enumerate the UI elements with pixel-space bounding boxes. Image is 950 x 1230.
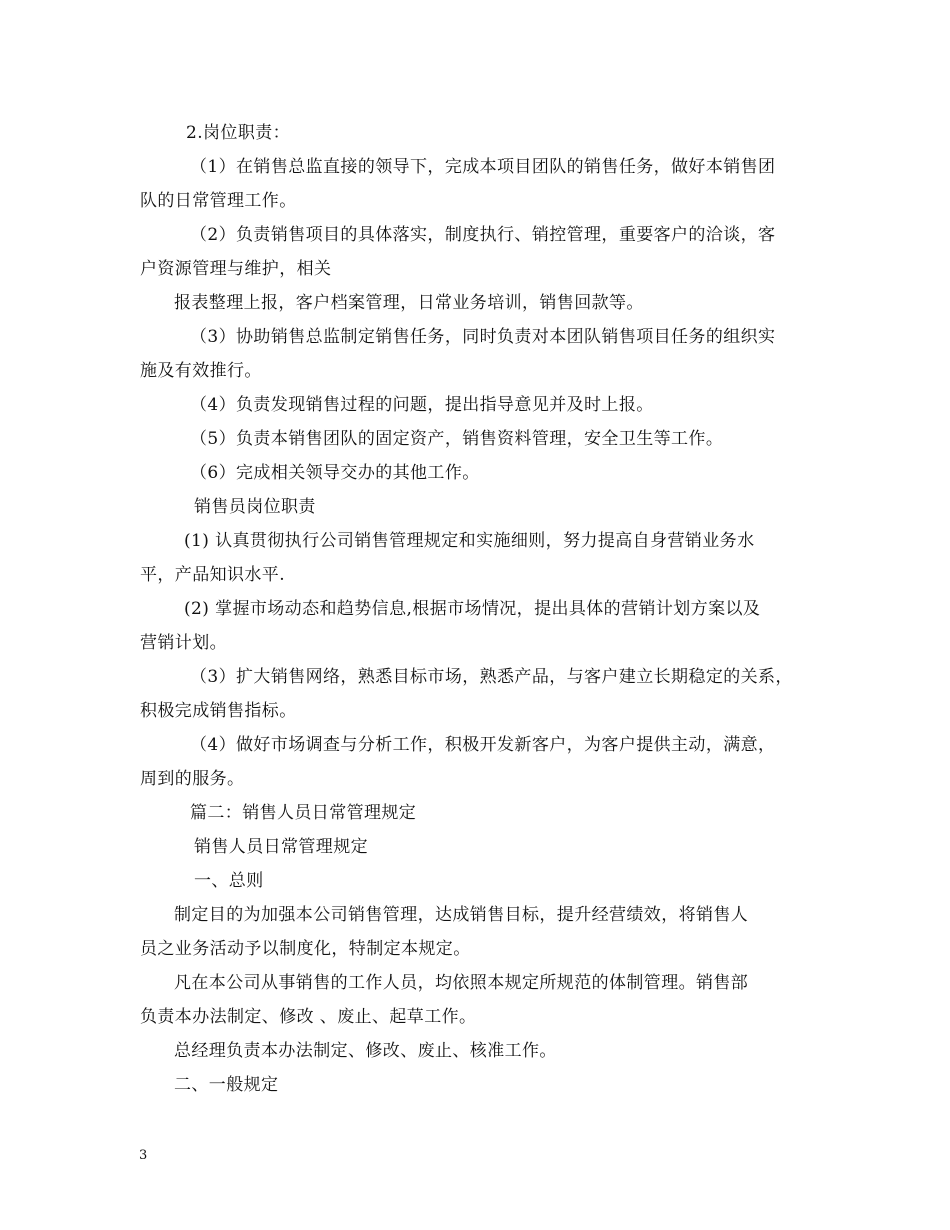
text-line: 负责本办法制定、修改 、废止、起草工作。 bbox=[140, 1007, 477, 1027]
text-line: 周到的服务。 bbox=[140, 769, 245, 789]
text-line: 销售员岗位职责 bbox=[194, 497, 316, 517]
text-line: (2) 掌握市场动态和趋势信息,根据市场情况，提出具体的营销计划方案以及 bbox=[184, 599, 761, 619]
text-line: 一、总则 bbox=[194, 871, 264, 891]
text-line: 篇二：销售人员日常管理规定 bbox=[190, 803, 417, 823]
text-line: 积极完成销售指标。 bbox=[140, 701, 297, 721]
text-line: 报表整理上报，客户档案管理，日常业务培训，销售回款等。 bbox=[174, 293, 644, 313]
text-line: 二、一般规定 bbox=[174, 1075, 279, 1095]
text-line: 队的日常管理工作。 bbox=[140, 191, 297, 211]
text-line: （1）在销售总监直接的领导下，完成本项目团队的销售任务，做好本销售团 bbox=[190, 157, 776, 177]
text-line: 平，产品知识水平. bbox=[140, 565, 286, 585]
text-line: （4）负责发现销售过程的问题，提出指导意见并及时上报。 bbox=[190, 395, 654, 415]
text-line: （2）负责销售项目的具体落实，制度执行、销控管理，重要客户的洽谈，客 bbox=[190, 225, 776, 245]
text-line: 凡在本公司从事销售的工作人员，均依照本规定所规范的体制管理。销售部 bbox=[174, 973, 749, 993]
text-line: 2.岗位职责： bbox=[186, 123, 291, 143]
text-line: （5）负责本销售团队的固定资产，销售资料管理，安全卫生等工作。 bbox=[190, 429, 724, 449]
text-line: 施及有效推行。 bbox=[140, 361, 262, 381]
text-line: 总经理负责本办法制定、修改、废止、核准工作。 bbox=[174, 1041, 557, 1061]
text-line: 营销计划。 bbox=[140, 633, 227, 653]
text-line: （3）扩大销售网络，熟悉目标市场，熟悉产品，与客户建立长期稳定的关系， bbox=[190, 667, 793, 687]
text-line: 员之业务活动予以制度化，特制定本规定。 bbox=[140, 939, 471, 959]
text-line: （4）做好市场调查与分析工作，积极开发新客户，为客户提供主动，满意， bbox=[190, 735, 776, 755]
text-line: （3）协助销售总监制定销售任务，同时负责对本团队销售项目任务的组织实 bbox=[190, 327, 776, 347]
text-line: （6）完成相关领导交办的其他工作。 bbox=[190, 463, 480, 483]
text-line: 销售人员日常管理规定 bbox=[194, 837, 368, 857]
document-body bbox=[140, 116, 830, 1102]
text-line: 户资源管理与维护，相关 bbox=[140, 259, 332, 279]
text-line: 制定目的为加强本公司销售管理，达成销售目标，提升经营绩效，将销售人 bbox=[174, 905, 749, 925]
page-number: 3 bbox=[139, 1148, 148, 1163]
text-line: (1) 认真贯彻执行公司销售管理规定和实施细则，努力提高自身营销业务水 bbox=[184, 531, 755, 551]
